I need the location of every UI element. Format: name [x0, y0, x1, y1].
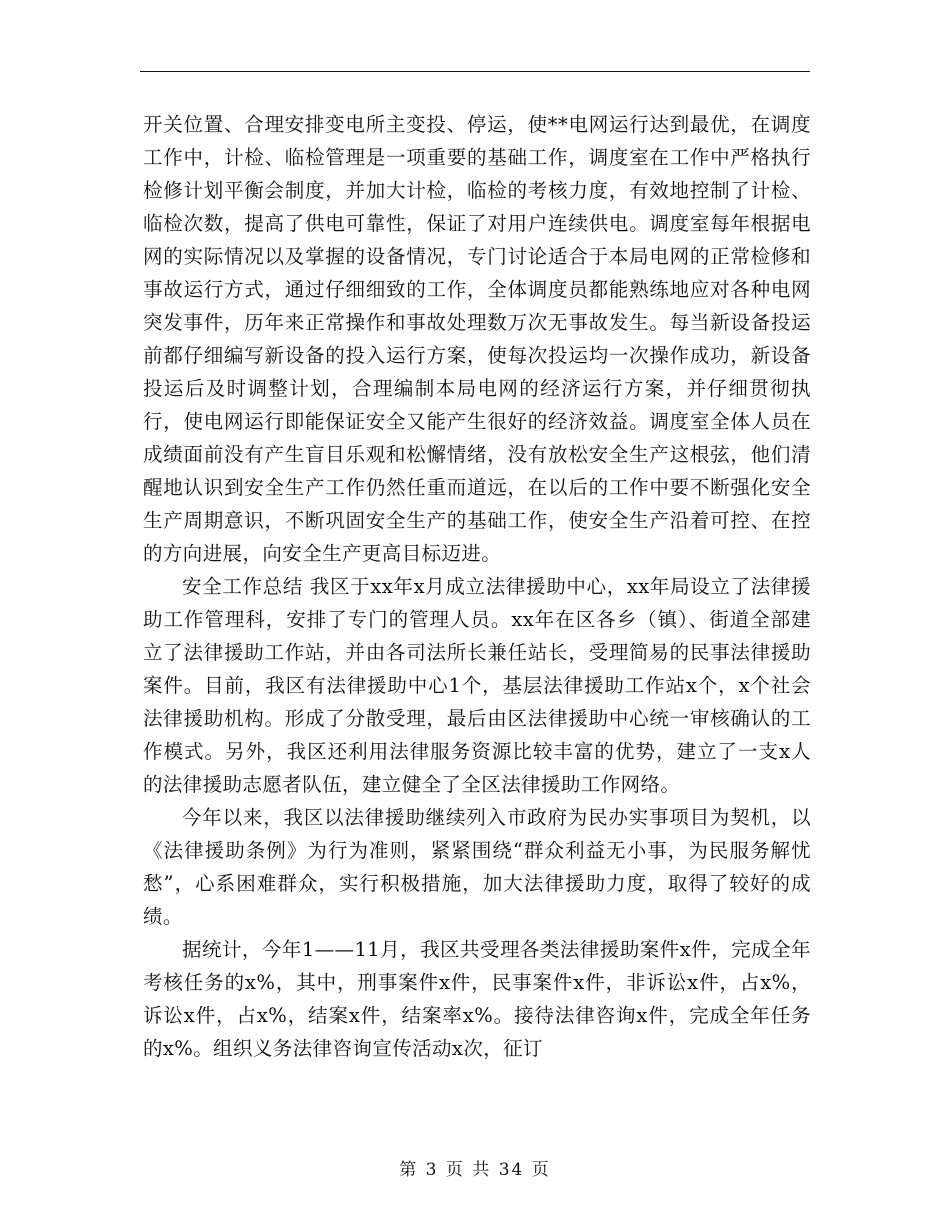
paragraph-2: 安全工作总结 我区于xx年x月成立法律援助中心，xx年局设立了法律援助工作管理科，安排了专门的管理人员。xx年在区各乡（镇）、街道全部建立了法律援助工作站，并由各司法所长兼任站长，受理简易的民事法律援助案件。目前，我区有法律援助中心1个，基层法律援助工作站x个，x个社会法律援助机构。形成了分散受理，最后由区法律援助中心统一审核确认的工作模式。另外，我区还利用法律服务资源比较丰富的优势，建立了一支x人的法律援助志愿者队伍，建立健全了全区法律援助工作网络。	[143, 575, 811, 796]
footer-current-page: 3	[425, 1160, 439, 1180]
header-rule	[140, 71, 810, 72]
footer-prefix: 第	[399, 1160, 419, 1180]
document-body	[143, 108, 811, 1065]
footer-total-pages: 34	[498, 1160, 525, 1180]
footer-suffix: 页	[531, 1160, 551, 1180]
paragraph-1: 开关位置、合理安排变电所主变投、停运，使**电网运行达到最优，在调度工作中，计检、临检管理是一项重要的基础工作，调度室在工作中严格执行检修计划平衡会制度，并加大计检，临检的考核力度，有效地控制了计检、临检次数，提高了供电可靠性，保证了对用户连续供电。调度室每年根据电网的实际情况以及掌握的设备情况，专门讨论适合于本局电网的正常检修和事故运行方式，通过仔细细致的工作，全体调度员都能熟练地应对各种电网突发事件，历年来正常操作和事故处理数万次无事故发生。每当新设备投运前都仔细编写新设备的投入运行方案，使每次投运均一次操作成功，新设备投运后及时调整计划，合理编制本局电网的经济运行方案，并仔细贯彻执行，使电网运行即能保证安全又能产生很好的经济效益。调度室全体人员在成绩面前没有产生盲目乐观和松懈情绪，没有放松安全生产这根弦，他们清醒地认识到安全生产工作仍然任重而道远，在以后的工作中要不断强化安全生产周期意识，不断巩固安全生产的基础工作，使安全生产沿着可控、在控的方向进展，向安全生产更高目标迈进。	[143, 113, 811, 565]
page-footer	[0, 1155, 950, 1180]
footer-middle: 页 共	[445, 1160, 492, 1180]
paragraph-4: 据统计，今年1——11月，我区共受理各类法律援助案件x件，完成全年考核任务的x%，其中，刑事案件x件，民事案件x件，非诉讼x件，占x%，诉讼x件，占x%，结案x件，结案率x%。接待法律咨询x件，完成全年任务的x%。组织义务法律咨询宣传活动x次，征订	[143, 938, 811, 1060]
paragraph-3: 今年以来，我区以法律援助继续列入市政府为民办实事项目为契机，以《法律援助条例》为行为准则，紧紧围绕“群众利益无小事，为民服务解忧愁”，心系困难群众，实行积极措施，加大法律援助力度，取得了较好的成绩。	[143, 806, 811, 928]
